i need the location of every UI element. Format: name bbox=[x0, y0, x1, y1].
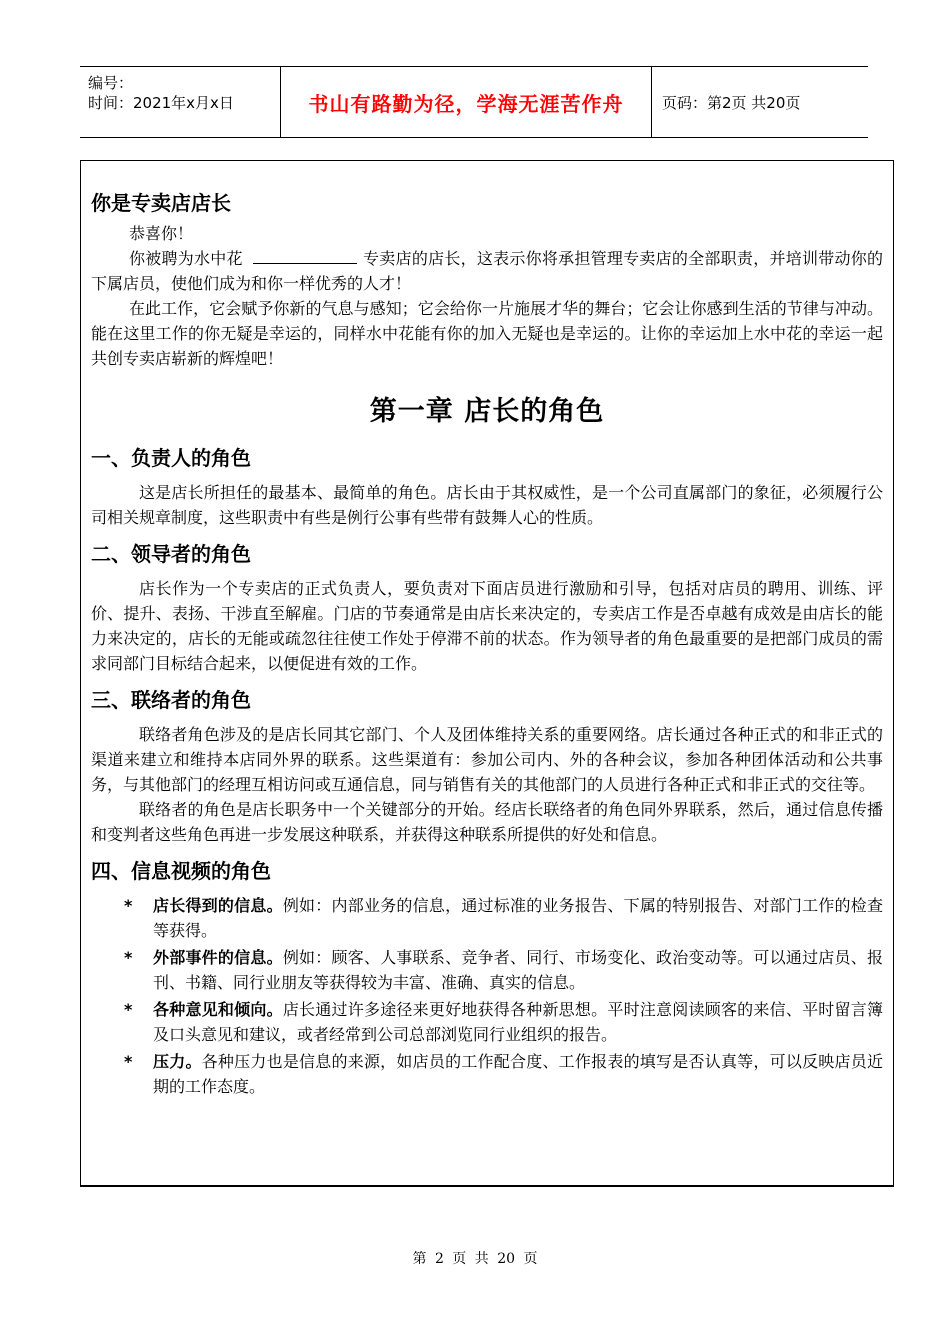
intro-paragraph-2: 在此工作，它会赋予你新的气息与感知；它会给你一片施展才华的舞台；它会让你感到生活的节律与冲动。能在这里工作的你无疑是幸运的，同样水中花能有你的加入无疑也是幸运的。让你的幸运加上水中花的幸运一起共创专卖店崭新的辉煌吧！ bbox=[91, 299, 883, 368]
bullet-heading: 店长得到的信息。 bbox=[153, 896, 283, 915]
header-motto-cell bbox=[280, 67, 652, 137]
bullet-text: 各种压力也是信息的来源，如店员的工作配合度、工作报表的填写是否认真等，可以反映店员近期的工作态度。 bbox=[153, 1052, 883, 1096]
intro-paragraph-1 bbox=[91, 246, 883, 296]
page-header bbox=[80, 66, 868, 138]
bullet-asterisk-icon: * bbox=[124, 948, 133, 967]
bullet-asterisk-icon: * bbox=[124, 1000, 133, 1019]
section-1-paragraph: 这是店长所担任的最基本、最简单的角色。店长由于其权威性，是一个公司直属部门的象征，必须履行公司相关规章制度，这些职责中有些是例行公事有些带有鼓舞人心的性质。 bbox=[91, 483, 883, 527]
document-body bbox=[80, 160, 894, 1187]
bullet-asterisk-icon: * bbox=[124, 896, 133, 915]
bullet-heading: 外部事件的信息。 bbox=[153, 948, 283, 967]
section-3-paragraph-2: 联络者的角色是店长职务中一个关键部分的开始。经店长联络者的角色同外界联系，然后，通过信息传播和变判者这些角色再进一步发展这种联系，并获得这种联系所提供的好处和信息。 bbox=[91, 800, 883, 844]
bullet-asterisk-icon: * bbox=[124, 1052, 133, 1071]
list-item bbox=[91, 997, 883, 1047]
bullet-text: 店长通过许多途径来更好地获得各种新思想。平时注意阅读顾客的来信、平时留言簿及口头意见和建议，或者经常到公司总部浏览同行业组织的报告。 bbox=[153, 1000, 883, 1044]
section-2-title: 二、领导者的角色 bbox=[91, 542, 251, 566]
section-1-title: 一、负责人的角色 bbox=[91, 446, 251, 470]
section-3-paragraph-1: 联络者角色涉及的是店长同其它部门、个人及团体维持关系的重要网络。店长通过各种正式的和非正式的渠道来建立和维持本店同外界的联系。这些渠道有：参加公司内、外的各种会议，参加各种团体活动和公共事务，与其他部门的经理互相访问或互通信息，同与销售有关的其他部门的人员进行各种正式和非正式的交往等。 bbox=[91, 725, 883, 794]
time-label: 时间：2021年x月x日 bbox=[88, 94, 234, 112]
list-item bbox=[91, 1049, 883, 1099]
intro-p1-before: 你被聘为水中花 bbox=[129, 249, 243, 268]
info-bullet-list bbox=[91, 893, 883, 1099]
store-name-blank bbox=[253, 247, 357, 264]
header-page-info: 页码：第2页 共20页 bbox=[662, 93, 801, 112]
header-motto: 书山有路勤为径，学海无涯苦作舟 bbox=[308, 91, 624, 116]
code-label: 编号： bbox=[88, 74, 134, 92]
bullet-text: 例如：内部业务的信息，通过标准的业务报告、下属的特别报告、对部门工作的检查等获得。 bbox=[153, 896, 883, 940]
page-footer: 第 2 页 共 20 页 bbox=[412, 1251, 538, 1267]
bullet-text: 例如：顾客、人事联系、竞争者、同行、市场变化、政治变动等。可以通过店员、报刊、书籍、同行业朋友等获得较为丰富、准确、真实的信息。 bbox=[153, 948, 883, 992]
chapter-title: 第一章 店长的角色 bbox=[369, 396, 605, 427]
header-meta bbox=[80, 67, 280, 137]
intro-title: 你是专卖店店长 bbox=[91, 191, 231, 215]
intro-greeting: 恭喜你！ bbox=[129, 224, 194, 243]
list-item bbox=[91, 893, 883, 943]
bullet-heading: 各种意见和倾向。 bbox=[153, 1000, 283, 1019]
section-4-title: 四、信息视频的角色 bbox=[91, 859, 271, 883]
list-item bbox=[91, 945, 883, 995]
section-3-title: 三、联络者的角色 bbox=[91, 688, 251, 712]
section-2-paragraph: 店长作为一个专卖店的正式负责人，要负责对下面店员进行激励和引导，包括对店员的聘用、训练、评价、提升、表扬、干涉直至解雇。门店的节奏通常是由店长来决定的，专卖店工作是否卓越有成效是由店长的能力来决定的，店长的无能或疏忽往往使工作处于停滞不前的状态。作为领导者的角色最重要的是把部门成员的需求同部门目标结合起来，以便促进有效的工作。 bbox=[91, 579, 883, 673]
intro-p1-after: 专卖店的店长，这表示你将承担管理专卖店的全部职责，并培训带动你的下属店员，使他们成为和你一样优秀的人才！ bbox=[91, 249, 883, 293]
bullet-heading: 压力。 bbox=[153, 1052, 202, 1071]
